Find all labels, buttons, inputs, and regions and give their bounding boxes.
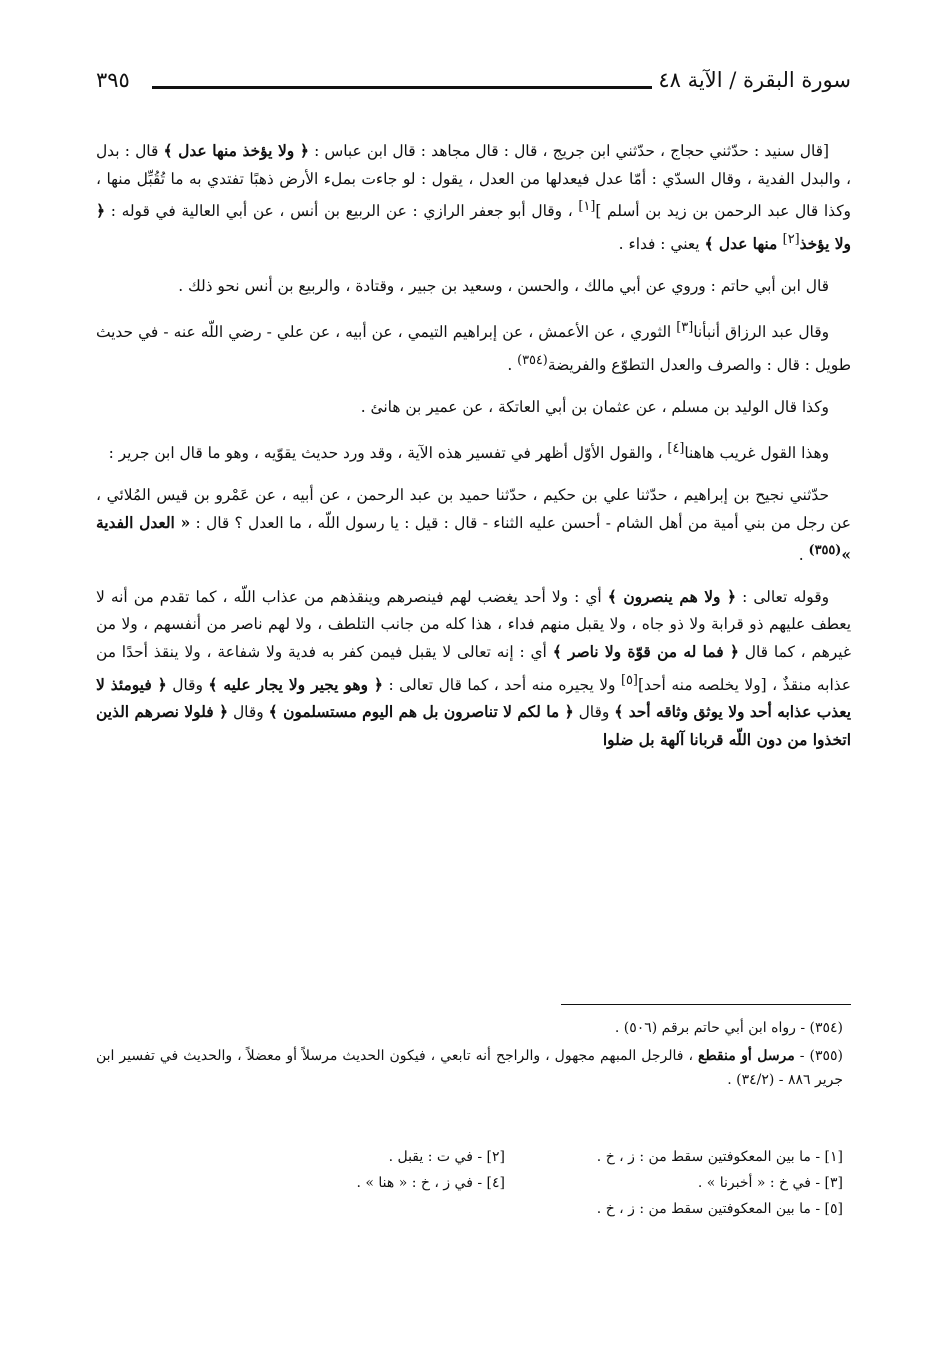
footnote-354: (٣٥٤) - رواه ابن أبي حاتم برقم (٥٠٦) . xyxy=(614,1020,843,1036)
text-run: [قال سنيد : حدّثني حجاج ، حدّثني ابن جريج ، قال : قال مجاهد : قال ابن عباس : xyxy=(308,142,829,160)
footnote-number: (٣٥٥) - xyxy=(794,1048,844,1064)
editor-note-ref: [١] xyxy=(578,199,596,215)
footnote-ref: (٣٥٥) xyxy=(808,543,842,559)
editor-note-ref: [٣] xyxy=(676,320,694,336)
header-rule xyxy=(152,86,652,89)
quran-quote: ﴿ ولا يؤخذ xyxy=(96,202,851,254)
text-run: . xyxy=(507,356,518,375)
editor-footnotes xyxy=(96,1144,851,1222)
paragraph-abd-al-razzaq xyxy=(96,314,851,379)
quran-quote: ﴿ ولا يؤخذ منها عدل ﴾ xyxy=(163,142,309,160)
text-run: أي : ولا أحد يغضب لهم فينصرهم وينقذهم من عذاب اللّه ، كما تقدم من أنه لا يعطف عليهم ذو قرابة ولا ذو جاه ، ولا يقبل منهم فداء ، هذا كله من جانب التلطف ، ولا لهم ناصر من أنفسهم ، ولا من غيرهم ، كما قال xyxy=(96,587,851,662)
text-run: أي : إنه تعالى لا يقبل فيمن كفر به فدية ولا شفاعة ، ولا ينقذ أحدًا من عذابه منقذٌ ، [ولا يخلصه منه أحد] xyxy=(96,643,851,694)
text-run: . xyxy=(798,546,809,565)
paragraph-sanid xyxy=(96,138,851,259)
paragraph-hadith xyxy=(96,482,851,570)
paragraph-commentary xyxy=(96,584,851,755)
quran-quote: منها عدل ﴾ xyxy=(704,235,783,254)
quran-quote: ﴿ فيومئذ لا يعذب عذابه أحد ولا يوثق وثاقه أحد ﴾ xyxy=(96,675,851,722)
text-run: ، والقول الأوّل أظهر في تفسير هذه الآية ، وقد ورد حديث يقوّيه ، وهو ما قال ابن جرير : xyxy=(108,444,668,463)
quran-quote: ﴿ ولا هم ينصرون ﴾ xyxy=(607,587,737,606)
quran-quote: ﴿ فما له من قوّة ولا ناصر ﴾ xyxy=(552,643,739,662)
quran-quote: ﴿ وهو يجير ولا يجار عليه ﴾ xyxy=(208,675,383,694)
text-run: ولا يجيره منه أحد ، كما قال تعالى : xyxy=(382,675,622,694)
editor-note-ref: [٥] xyxy=(621,672,638,688)
footnote-ref: (٣٥٤) xyxy=(517,352,548,368)
editor-note-3: [٣] - في خ : « أخبرنا » . xyxy=(697,1175,843,1191)
main-text xyxy=(96,138,851,769)
text-run: يعني : فداء . xyxy=(618,235,705,254)
paragraph-gharib xyxy=(96,435,851,468)
text-run: قال : بدل ، والبدل الفدية ، وقال السدّي : أمّا عدل فيعدلها من العدل ، يقول : لو جاءت بملء الأرض ذهبًا تفتدي به ما تُقُبِّل منها ، وكذا قال عبد الرحمن بن زيد بن أسلم ] xyxy=(96,142,851,221)
editor-note-2: [٢] - في ت : يقبل . xyxy=(388,1149,505,1165)
editor-footnote-row xyxy=(96,1144,851,1170)
paragraph-ibn-abi-hatim: قال ابن أبي حاتم : وروي عن أبي مالك ، والحسن ، وسعيد بن جبير ، وقتادة ، والربيع بن أنس نحو ذلك . xyxy=(178,276,829,295)
text-run: وقال عبد الرزاق أنبأنا xyxy=(693,323,830,342)
page-header xyxy=(96,62,851,102)
text-run: الثوري ، عن الأعمش ، عن إبراهيم التيمي ، عن أبيه ، عن علي - رضي اللّه عنه - في حديث طويل : قال : والصرف والعدل التطوّع والفريضة xyxy=(96,323,851,375)
footnote-grade: مرسل أو منقطع xyxy=(698,1048,795,1064)
text-run: حدّثني نجيح بن إبراهيم ، حدّثنا علي بن حكيم ، حدّثنا حميد بن عبد الرحمن ، عن أبيه ، عن عَمْرو بن قيس المُلائي ، عن رجل من بني أمية من أهل الشام - أحسن عليه الثناء - قال : قيل : يا رسول اللّه ، ما العدل ؟ قال : xyxy=(96,485,851,532)
quran-quote: ﴿ فلولا نصرهم الذين اتخذوا من دون اللّه قربانا آلهة بل ضلوا xyxy=(96,703,851,749)
text-run: وهذا القول غريب هاهنا xyxy=(684,444,829,463)
running-title: سورة البقرة / الآية ٤٨ xyxy=(658,68,851,92)
text-run: وقوله تعالى : xyxy=(736,587,829,606)
author-footnotes xyxy=(96,1016,851,1096)
quran-quote: ﴿ ما لكم لا تناصرون بل هم اليوم مستسلمون ﴾ xyxy=(268,703,574,722)
editor-footnote-row xyxy=(96,1196,851,1222)
paragraph-walid: وكذا قال الوليد بن مسلم ، عن عثمان بن أبي العاتكة ، عن عمير بن هانئ . xyxy=(360,397,829,416)
text-run: وقال xyxy=(166,675,209,694)
footnote-text: ، فالرجل المبهم مجهول ، والراجح أنه تابعي ، فيكون الحديث مرسلاً أو معضلاً ، والحديث في تفسير ابن جرير ٨٨٦ - (٣٤/٢) . xyxy=(96,1048,843,1088)
text-run: وقال xyxy=(228,703,269,722)
hadith-quote: « العدل الفدية » xyxy=(96,513,851,565)
text-run: ، وقال أبو جعفر الرازي : عن الربيع بن أنس ، عن أبي العالية في قوله : xyxy=(105,202,579,221)
page-number: ٣٩٥ xyxy=(96,68,130,92)
editor-note-5: [٥] - ما بين المعكوفتين سقط من : ز ، خ . xyxy=(596,1201,843,1217)
footnote-355 xyxy=(96,1044,851,1092)
editor-note-4: [٤] - في ز ، خ : « هنا » . xyxy=(356,1175,505,1191)
footnote-divider xyxy=(561,1004,851,1005)
editor-note-ref: [٢] xyxy=(782,231,800,247)
editor-note-1: [١] - ما بين المعكوفتين سقط من : ز ، خ . xyxy=(596,1149,843,1165)
text-run: وقال xyxy=(573,703,615,722)
editor-note-ref: [٤] xyxy=(667,441,685,457)
editor-footnote-row xyxy=(96,1170,851,1196)
